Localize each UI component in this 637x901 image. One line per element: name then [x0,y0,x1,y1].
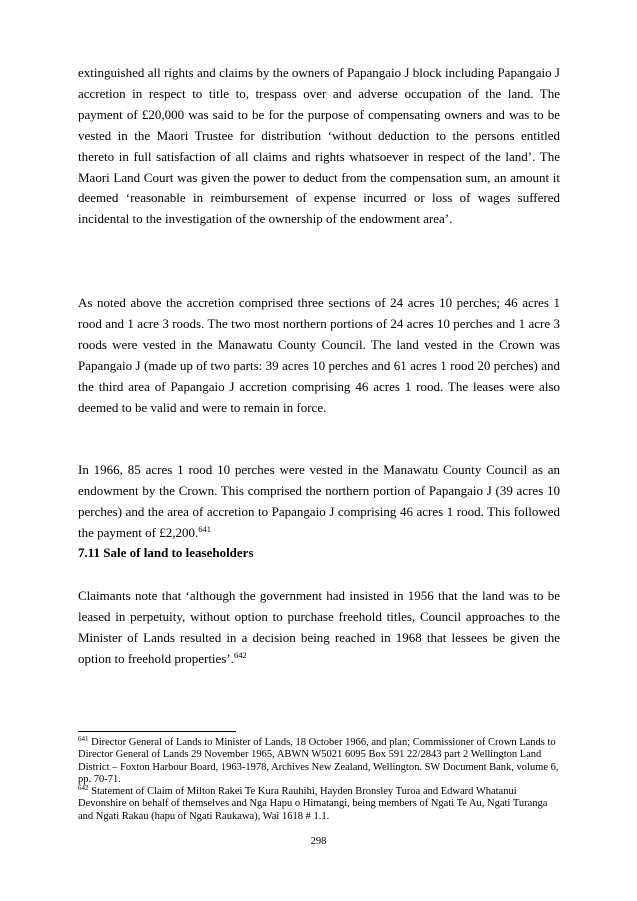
footnote-separator [78,731,236,732]
body-paragraph-1 [78,63,560,230]
body-paragraph-4 [78,586,560,670]
footnote-text: Director General of Lands to Minister of Lands, 18 October 1966, and plan; Commissioner of Crown Lands to Director General of Lands 29 November 1965, ABWN W5021 6095 Box 591 22/2843 part 2 Wellington Land District – Foxton Harbour Board, 1963-1978, Archives New Zealand, Wellington. SW Document Bank, volume 6, pp. 70-71. [78,737,559,785]
body-paragraph-3 [78,460,560,544]
section-heading: 7.11 Sale of land to leaseholders [78,545,254,560]
footnote-reference-641[interactable]: 641 [198,523,211,534]
paragraph-text: As noted above the accretion comprised three sections of 24 acres 10 perches; 46 acres 1 rood and 1 acre 3 roods. The two most northern portions of 24 acres 10 perches and 1 acre 3 roods were vested in the Manawatu County Council. The land vested in the Crown was Papangaio J (made up of two parts: 39 acres 10 perches and 61 acres 1 rood 20 perches) and the third area of Papangaio J accretion comprising 46 acres 1 rood. The leases were also deemed to be valid and were to remain in force. [78,295,560,415]
footnotes [78,737,560,823]
paragraph-text: In 1966, 85 acres 1 rood 10 perches were vested in the Manawatu County Council as an endowment by the Crown. This comprised the northern portion of Papangaio J (39 acres 10 perches) and the area of accretion to Papangaio J comprising 46 acres 1 rood. This followed the payment of £2,200. [78,462,560,540]
footnote-642 [78,786,560,823]
footnote-641 [78,737,560,786]
footnote-reference-642[interactable]: 642 [233,649,247,660]
footnote-text: Statement of Claim of Milton Rakei Te Kura Rauhihi, Hayden Bronsley Turoa and Edward Whatanui Devonshire on behalf of themselves and Nga Hapu o Himatangi, being members of Ngati Te Au, Ngati Turanga and Ngati Rakau (hapu of Ngati Raukawa), Wai 1618 # 1.1. [78,786,548,822]
footnote-number: 641 [78,735,89,743]
body-paragraph-2 [78,293,560,418]
page-number: 298 [310,836,327,847]
paragraph-text: Claimants note that ‘although the government had insisted in 1956 that the land was to be leased in perpetuity, without option to purchase freehold titles, Council approaches to the Minister of Lands resulted in a decision being reached in 1968 that lessees be given the option to freehold properties’. [78,588,560,666]
footnote-number: 642 [78,784,89,793]
paragraph-text: extinguished all rights and claims by the owners of Papangaio J block including Papangaio J accretion in respect to title to, trespass over and adverse occupation of the land. The payment of £20,000 was said to be for the purpose of compensating owners and was to be vested in the Maori Trustee for distribution ‘without deduction to the persons entitled thereto in full satisfaction of all claims and rights whatsoever in respect of the land’. The Maori Land Court was given the power to deduct from the compensation sum, an amount it deemed ‘reasonable in reimbursement of expense incurred or loss of wages suffered incidental to the investigation of the ownership of the endowment area’. [78,65,560,227]
